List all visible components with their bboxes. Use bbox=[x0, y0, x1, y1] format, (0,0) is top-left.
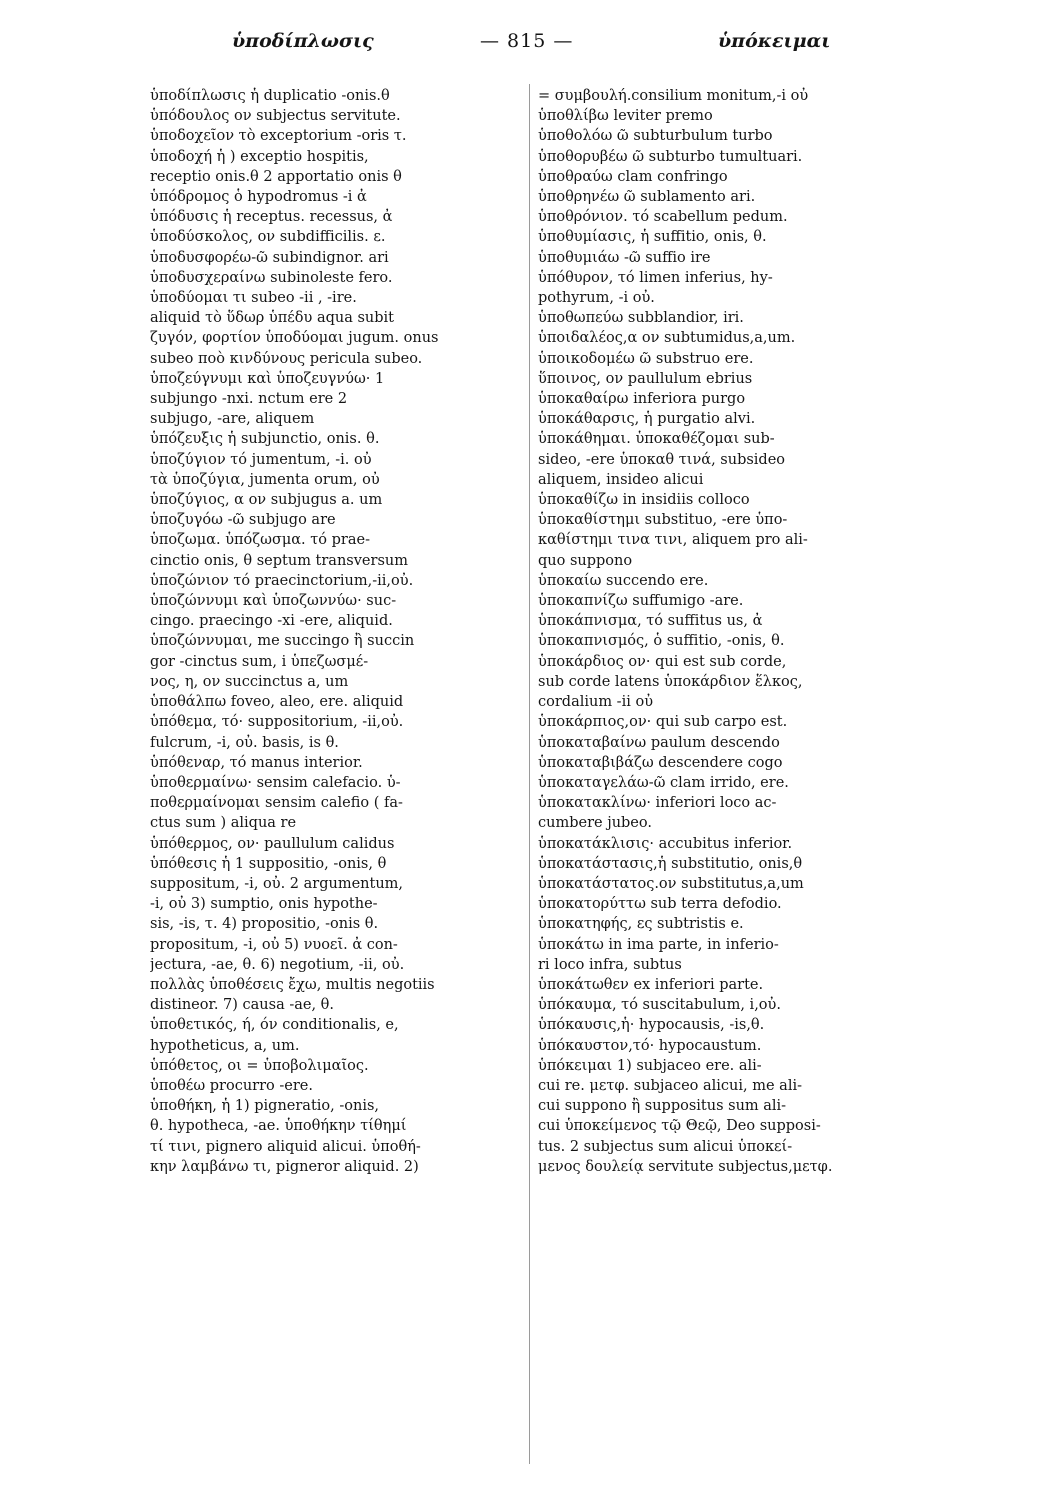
dictionary-line: ὕποινος, ον paullulum ebrius bbox=[538, 370, 753, 387]
dictionary-line: = συμβουλή.consilium monitum,-i οὐ bbox=[538, 88, 809, 104]
dictionary-line: ὑποδύσκολος, ον subdifficilis. ε. bbox=[150, 229, 386, 246]
dictionary-line: ὑποκατορύττω sub terra defodio. bbox=[538, 896, 782, 913]
dictionary-line: ὑποζύγιος, α ον subjugus a. um bbox=[150, 492, 383, 509]
page-number: — 815 — bbox=[480, 30, 574, 52]
running-head-right: ὑπόκειμαι bbox=[718, 30, 831, 52]
dictionary-line: ὑποθολόω ῶ subturbulum turbo bbox=[538, 128, 773, 145]
dictionary-line: ὑποζυγόω -ῶ subjugo are bbox=[150, 512, 336, 529]
running-head-left: ὑποδίπλωσις bbox=[232, 30, 374, 52]
dictionary-line: ὑπόθεσις ἡ 1 suppositio, -onis, θ bbox=[150, 855, 387, 872]
dictionary-line: ὑποδοχεῖον τὸ exceptorium -oris τ. bbox=[150, 128, 407, 145]
dictionary-line: subeo ποὸ κινδύνους pericula subeo. bbox=[150, 350, 423, 367]
dictionary-line: sub corde latens ὑποκάρδιον ἕλκος, bbox=[538, 673, 803, 690]
dictionary-line: ὑποζύγιον τό jumentum, -i. οὐ bbox=[150, 451, 372, 468]
dictionary-line: ὑποκατάκλισις· accubitus inferior. bbox=[538, 835, 793, 852]
dictionary-line: ὑποιδαλέος,α ον subtumidus,a,um. bbox=[538, 330, 796, 347]
dictionary-line: νος, η, ον succinctus a, um bbox=[150, 673, 349, 690]
dictionary-line: cinctio onis, θ septum transversum bbox=[150, 552, 408, 569]
dictionary-line: ὑποζώννυμι καὶ ὑποζωννύω· suc- bbox=[150, 593, 397, 610]
dictionary-line: cui ὑποκείμενος τῷ Θεῷ, Deo supposi- bbox=[538, 1118, 821, 1135]
dictionary-line: distineor. 7) causa -ae, θ. bbox=[150, 997, 335, 1014]
dictionary-line: ὑπόδουλος ον subjectus servitute. bbox=[150, 108, 401, 125]
dictionary-line: pothyrum, -i οὐ. bbox=[538, 290, 655, 307]
dictionary-line: ὑποκάρδιος ον· qui est sub corde, bbox=[538, 653, 787, 670]
dictionary-line: cordalium -ii οὐ bbox=[538, 694, 654, 711]
dictionary-line: suppositum, -i, οὐ. 2 argumentum, bbox=[150, 875, 404, 892]
dictionary-line: ὑποδίπλωσις ἡ duplicatio -onis.θ bbox=[150, 88, 390, 104]
dictionary-line: ὑποκαταβαίνω paulum descendo bbox=[538, 734, 780, 751]
dictionary-line: ὑποκαταγελάω-ῶ clam irrido, ere. bbox=[538, 774, 789, 791]
dictionary-line: ὑπόθετος, οι = ὑποβολιμαῖος. bbox=[150, 1057, 369, 1074]
dictionary-line: ὑπόκαυμα, τό suscitabulum, i,οὐ. bbox=[538, 997, 781, 1014]
dictionary-line: θ. hypotheca, -ae. ὑποθήκην τίθημί bbox=[150, 1118, 407, 1135]
dictionary-line: cui suppono ἢ suppositus sum ali- bbox=[538, 1098, 787, 1115]
dictionary-line: ὑπόκαυσις,ἡ· hypocausis, -is,θ. bbox=[538, 1017, 765, 1034]
dictionary-line: ὑποθλίβω leviter premo bbox=[538, 108, 713, 125]
dictionary-line: ὑποθρόνιον. τό scabellum pedum. bbox=[538, 209, 788, 226]
dictionary-line: ὑποθέω procurro -ere. bbox=[150, 1077, 313, 1094]
dictionary-line: ὑποδυσφορέω-ῶ subindignor. ari bbox=[150, 249, 389, 266]
dictionary-line: ὑποκάτω in ima parte, in inferio- bbox=[538, 936, 779, 953]
dictionary-line: ὑποκαταβιβάζω descendere cogo bbox=[538, 754, 783, 771]
dictionary-line: ὑποκατακλίνω· inferiori loco ac- bbox=[538, 795, 777, 812]
dictionary-line: ὑποικοδομέω ῶ substruo ere. bbox=[538, 350, 754, 367]
dictionary-line: jectura, -ae, θ. 6) negotium, -ii, οὐ. bbox=[150, 956, 405, 973]
dictionary-line: ὑποκαθαίρω inferiora purgo bbox=[538, 391, 746, 408]
dictionary-line: hypotheticus, a, um. bbox=[150, 1037, 300, 1054]
dictionary-line: κην λαμβάνω τι, pigneror aliquid. 2) bbox=[150, 1158, 419, 1175]
dictionary-line: quo suppono bbox=[538, 552, 633, 569]
dictionary-line: -i, οὐ 3) sumptio, onis hypothe- bbox=[150, 896, 378, 913]
dictionary-line: ὑποκατάστατος.ον substitutus,a,um bbox=[538, 875, 804, 892]
dictionary-line: sis, -is, τ. 4) propositio, -onis θ. bbox=[150, 916, 379, 933]
dictionary-line: subjugo, -are, aliquem bbox=[150, 411, 315, 428]
dictionary-line: cumbere jubeo. bbox=[538, 815, 652, 832]
dictionary-line: ὑποζώννυμαι, me succingo ἢ succin bbox=[150, 633, 415, 650]
dictionary-line: ὑποθήκη, ἡ 1) pigneratio, -onis, bbox=[150, 1098, 380, 1115]
dictionary-line: ὑποκάτωθεν ex inferiori parte. bbox=[538, 976, 764, 993]
dictionary-line: ὑπόθυρον, τό limen inferius, hy- bbox=[538, 269, 773, 286]
dictionary-line: ὑποζωμα. ὑπόζωσμα. τό prae- bbox=[150, 532, 370, 549]
dictionary-line: ὑποθρηνέω ῶ sublamento ari. bbox=[538, 189, 756, 206]
dictionary-line: ὑποθορυβέω ῶ subturbo tumultuari. bbox=[538, 148, 803, 165]
dictionary-line: ὑποθυμιάω -ῶ suffio ire bbox=[538, 249, 711, 266]
left-column bbox=[150, 86, 522, 1496]
dictionary-line: cingo. praecingo -xi -ere, aliquid. bbox=[150, 613, 393, 630]
dictionary-line: subjungo -nxi. nctum ere 2 bbox=[150, 391, 348, 408]
dictionary-line: μενος δουλείᾳ servitute subjectus,μετφ. bbox=[538, 1158, 833, 1175]
dictionary-line: ὑπόκαυστον,τό· hypocaustum. bbox=[538, 1037, 762, 1054]
dictionary-line: ὑποκατάστασις,ἡ substitutio, onis,θ bbox=[538, 855, 803, 872]
dictionary-line: propositum, -i, οὐ 5) νυοεῖ. ἀ con- bbox=[150, 936, 398, 953]
dictionary-line: ὑπόκειμαι 1) subjaceo ere. ali- bbox=[538, 1057, 762, 1074]
dictionary-line: ὑποθετικός, ή, όν conditionalis, e, bbox=[150, 1017, 399, 1034]
dictionary-line: πολλὰς ὑποθέσεις ἔχω, multis negotiis bbox=[150, 976, 435, 993]
dictionary-line: gor -cinctus sum, i ὑπεζωσμέ- bbox=[150, 653, 369, 670]
dictionary-line: ὑπόδρομος ὁ hypodromus -i ἀ bbox=[150, 189, 367, 206]
dictionary-line: τὰ ὑποζύγια, jumenta orum, οὐ bbox=[150, 471, 380, 488]
dictionary-line: ὑποθραύω clam confringo bbox=[538, 168, 728, 185]
dictionary-line: ὑποκάρπιος,ον· qui sub carpo est. bbox=[538, 714, 788, 731]
dictionary-line: aliquid τὸ ὕδωρ ὑπέδυ aqua subit bbox=[150, 310, 394, 327]
dictionary-line: ὑπόθεμα, τό· suppositorium, -ii,οὐ. bbox=[150, 714, 404, 731]
dictionary-line: ri loco infra, subtus bbox=[538, 956, 682, 973]
dictionary-line: tus. 2 subjectus sum alicui ὑποκεί- bbox=[538, 1138, 793, 1155]
dictionary-line: cui re. μετφ. subjaceo alicui, me ali- bbox=[538, 1077, 803, 1094]
dictionary-line: ὑποκαθίστημι substituo, -ere ὑπο- bbox=[538, 512, 788, 529]
dictionary-line: ὑπόθεναρ, τό manus interior. bbox=[150, 754, 363, 771]
dictionary-line: τί τινι, pignero aliquid alicui. ὑποθή- bbox=[150, 1138, 421, 1155]
column-divider bbox=[529, 84, 530, 1464]
dictionary-line: ὑποζώνιον τό praecinctorium,-ii,οὐ. bbox=[150, 572, 414, 589]
dictionary-line: ὑπόζευξις ἡ subjunctio, onis. θ. bbox=[150, 431, 380, 448]
dictionary-line: fulcrum, -i, οὐ. basis, is θ. bbox=[150, 734, 339, 751]
dictionary-line: καθίστημι τινα τινι, aliquem pro ali- bbox=[538, 532, 808, 549]
dictionary-line: ὑπόδυσις ἡ receptus. recessus, ἀ bbox=[150, 209, 393, 226]
dictionary-line: ὑποκαθίζω in insidiis colloco bbox=[538, 492, 750, 509]
dictionary-line: ὑποκαπνίζω suffumigo -are. bbox=[538, 593, 744, 610]
dictionary-line: ὑποθερμαίνω· sensim calefacio. ὑ- bbox=[150, 774, 401, 791]
dictionary-line: ὑποδυσχεραίνω subinoleste fero. bbox=[150, 269, 393, 286]
dictionary-line: ποθερμαίνομαι sensim calefio ( fa- bbox=[150, 795, 403, 812]
dictionary-line: ὑποθυμίασις, ἡ suffitio, onis, θ. bbox=[538, 229, 767, 246]
dictionary-line: ὑποκάθημαι. ὑποκαθέζομαι sub- bbox=[538, 431, 775, 448]
dictionary-line: ὑποδύομαι τι subeo -ii , -ire. bbox=[150, 290, 357, 307]
dictionary-line: ctus sum ) aliqua re bbox=[150, 815, 297, 832]
dictionary-line: ὑποθωπεύω subblandior, iri. bbox=[538, 310, 744, 327]
right-column bbox=[538, 86, 910, 1496]
dictionary-line: ὑποκαπνισμός, ὁ suffitio, -onis, θ. bbox=[538, 633, 785, 650]
dictionary-line: ὑποκατηφής, ες subtristis e. bbox=[538, 916, 744, 933]
dictionary-line: receptio onis.θ 2 apportatio onis θ bbox=[150, 168, 402, 185]
dictionary-line: ὑποδοχή ἡ ) exceptio hospitis, bbox=[150, 148, 369, 165]
dictionary-line: aliquem, insideo alicui bbox=[538, 471, 704, 488]
dictionary-line: sideo, -ere ὑποκαθ τινά, subsideo bbox=[538, 451, 786, 468]
dictionary-line: ὑποζεύγνυμι καὶ ὑποζευγνύω· 1 bbox=[150, 370, 385, 387]
dictionary-line: ζυγόν, φορτίον ὑποδύομαι jugum. onus bbox=[150, 330, 439, 347]
dictionary-line: ὑποθάλπω foveo, aleo, ere. aliquid bbox=[150, 694, 404, 711]
dictionary-line: ὑποκάθαρσις, ἡ purgatio alvi. bbox=[538, 411, 756, 428]
dictionary-line: ὑπόθερμος, ον· paullulum calidus bbox=[150, 835, 395, 852]
dictionary-line: ὑποκαίω succendo ere. bbox=[538, 572, 709, 589]
dictionary-line: ὑποκάπνισμα, τό suffitus us, ἀ bbox=[538, 613, 763, 630]
